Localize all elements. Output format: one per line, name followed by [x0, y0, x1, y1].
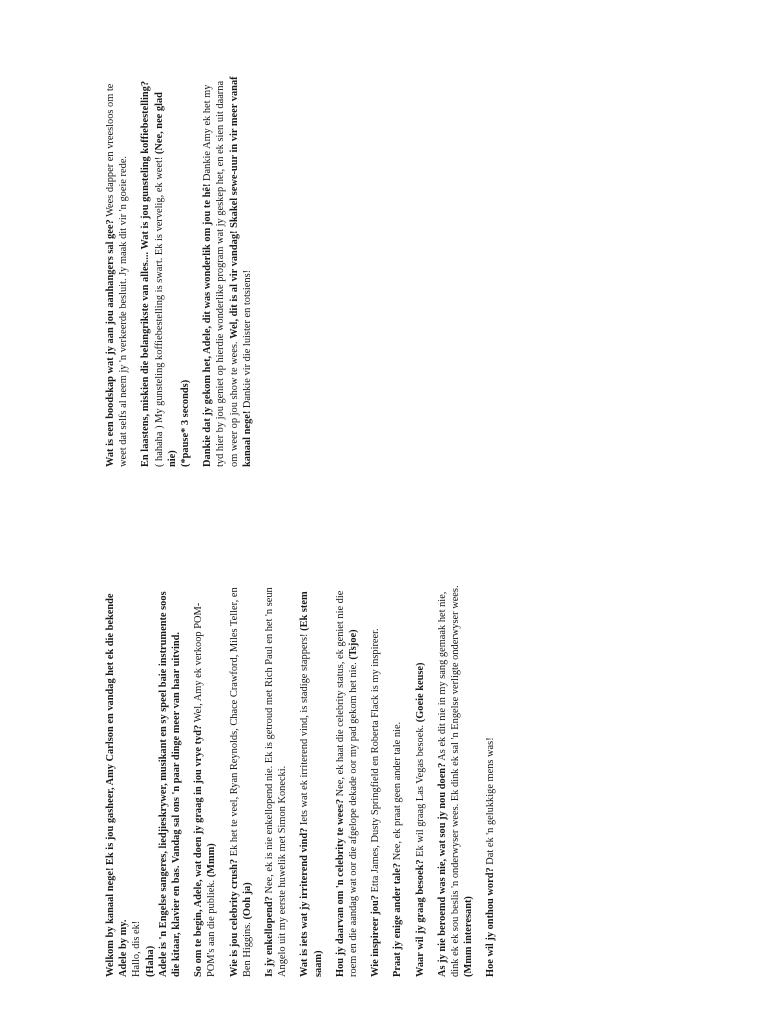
- question: Wie is jou celebrity crush?: [228, 858, 240, 977]
- answer: Nee, ek is nie enkellopend nie. Ek is getroud met Rich Paul en het 'n seun Angelo uit my eerste huwelik met Simon Konecki.: [264, 587, 289, 977]
- qa-celebrity-crush: [228, 585, 254, 977]
- intro-reply: Hallo, dis ek!: [131, 920, 143, 977]
- reaction: (Tsjoe): [348, 629, 360, 660]
- answer: Nee, ek praat geen ander tale nie.: [392, 721, 404, 863]
- qa-irritating: [298, 585, 324, 977]
- answer: Iets wat ek irriterend vind, is stadige stappers!: [299, 630, 311, 828]
- question: Waar wil jy graag besoek?: [414, 859, 426, 977]
- answer: Wees dapper en vreesloos om te weet dat selfs al neem jy 'n verkeerde besluit. Jy maak dit vir 'n goeie rede.: [105, 83, 130, 467]
- question: Wat is iets wat jy irriterend vind?: [299, 827, 311, 977]
- signoff-tail: Dankie vir die luister en totsiens!: [241, 269, 253, 411]
- question: Hoe wil jy onthou word?: [485, 867, 497, 977]
- question: Wie inspireer jou?: [370, 895, 382, 977]
- intro-bio: Adele is 'n Engelse sangeres, liedjieskrywer, musikant en sy speel baie instrumente soos die kitaar, klavier en bas. Vandag sal ons 'n paar dinge meer van haar uitvind.: [157, 591, 183, 977]
- answer: Nee, ek haat die celebrity status, ek geniet nie die roem en die aandag wat oor die afgelope dekade oor my pad gekom het nie.: [334, 590, 360, 977]
- question: En laastens, miskien die belangrikste van alles.... Wat is jou gunsteling koffiebestelling?: [140, 80, 152, 467]
- thanks-answer: Dankie Amy ek het my tyd hier by jou geniet op hierdie wonderlike program wat jy geskep het, en ek sien uit daarna om weer op jou show te wees.: [202, 80, 240, 467]
- qa-fan-message: [104, 75, 130, 467]
- signoff: Wel, dit is al vir vandag! Skakel sewe-uur in vir meer vanaf kanaal nege!: [228, 76, 253, 467]
- question: Praat jy enige ander tale?: [392, 862, 404, 977]
- qa-languages: [391, 585, 404, 977]
- reaction: (Ooh ja): [241, 882, 253, 920]
- rotated-text-area: [104, 47, 664, 977]
- reaction: (Goeie keuse): [414, 662, 426, 723]
- answer: Wel, Amy ek verkoop POM-POM's aan die publiek.: [193, 602, 218, 977]
- question: Is jy enkellopend?: [264, 896, 276, 977]
- reaction: (Mmm interesant): [463, 896, 475, 977]
- intro-laugh: (Haha): [144, 945, 156, 977]
- qa-not-famous: [436, 585, 476, 977]
- qa-visit: [414, 585, 427, 977]
- right-column: [104, 75, 263, 467]
- answer: As ek dit nie in my sang gemaak het nie, dink ek ek sou beslis 'n onderwyser wees. Ek dink ek sal 'n Engelse verligte onderwyser wees.: [436, 585, 462, 977]
- pause-note: (*pause* 3 seconds): [180, 379, 192, 467]
- answer: Ek wil graag Las Vegas besoek.: [414, 722, 426, 860]
- thanks-question: Dankie dat jy gekom het, Adele, dit was wonderlik om jou te hê!: [202, 183, 214, 467]
- reaction: (Mmm): [206, 843, 218, 878]
- qa-celebrity-status: [334, 585, 360, 977]
- qa-free-time: [192, 585, 218, 977]
- question: Wat is een boodskap wat jy aan jou aanhangers sal gee?: [105, 219, 116, 467]
- intro-block: [104, 585, 183, 977]
- reaction: (Nee, nee glad nie): [153, 92, 178, 467]
- qa-inspiration: [369, 585, 382, 977]
- intro-greeting: Welkom by kanaal nege! Ek is jou gasheer, Amy Carlson en vandag het ek die bekende Adele by my.: [105, 593, 130, 977]
- left-column: [104, 585, 507, 977]
- answer: ( hahaha ) My gunsteling koffiebestelling is swart. Ek is vervelig, ek weet!: [153, 154, 165, 467]
- question: So om te begin, Adele, wat doen jy graag in jou vrye tyd?: [193, 724, 205, 977]
- qa-remembered: [484, 585, 497, 977]
- closing-block: [201, 75, 254, 467]
- answer: Ek het te veel, Ryan Reynolds, Chace Crawford, Miles Teller, en Ben Higgins.: [228, 587, 253, 977]
- reaction: (Ek stem saam): [299, 591, 324, 977]
- question: Hou jy daarvan om 'n celebrity te wees?: [334, 798, 346, 977]
- answer: Dat ek 'n gelukkige mens was!: [485, 737, 497, 868]
- answer: Etta James, Dusty Springfield en Roberta Flack is my inspireer.: [370, 628, 382, 896]
- qa-coffee: [139, 75, 192, 467]
- question: As jy nie beroemd was nie, wat sou jy nou doen?: [436, 762, 448, 977]
- qa-single: [263, 585, 289, 977]
